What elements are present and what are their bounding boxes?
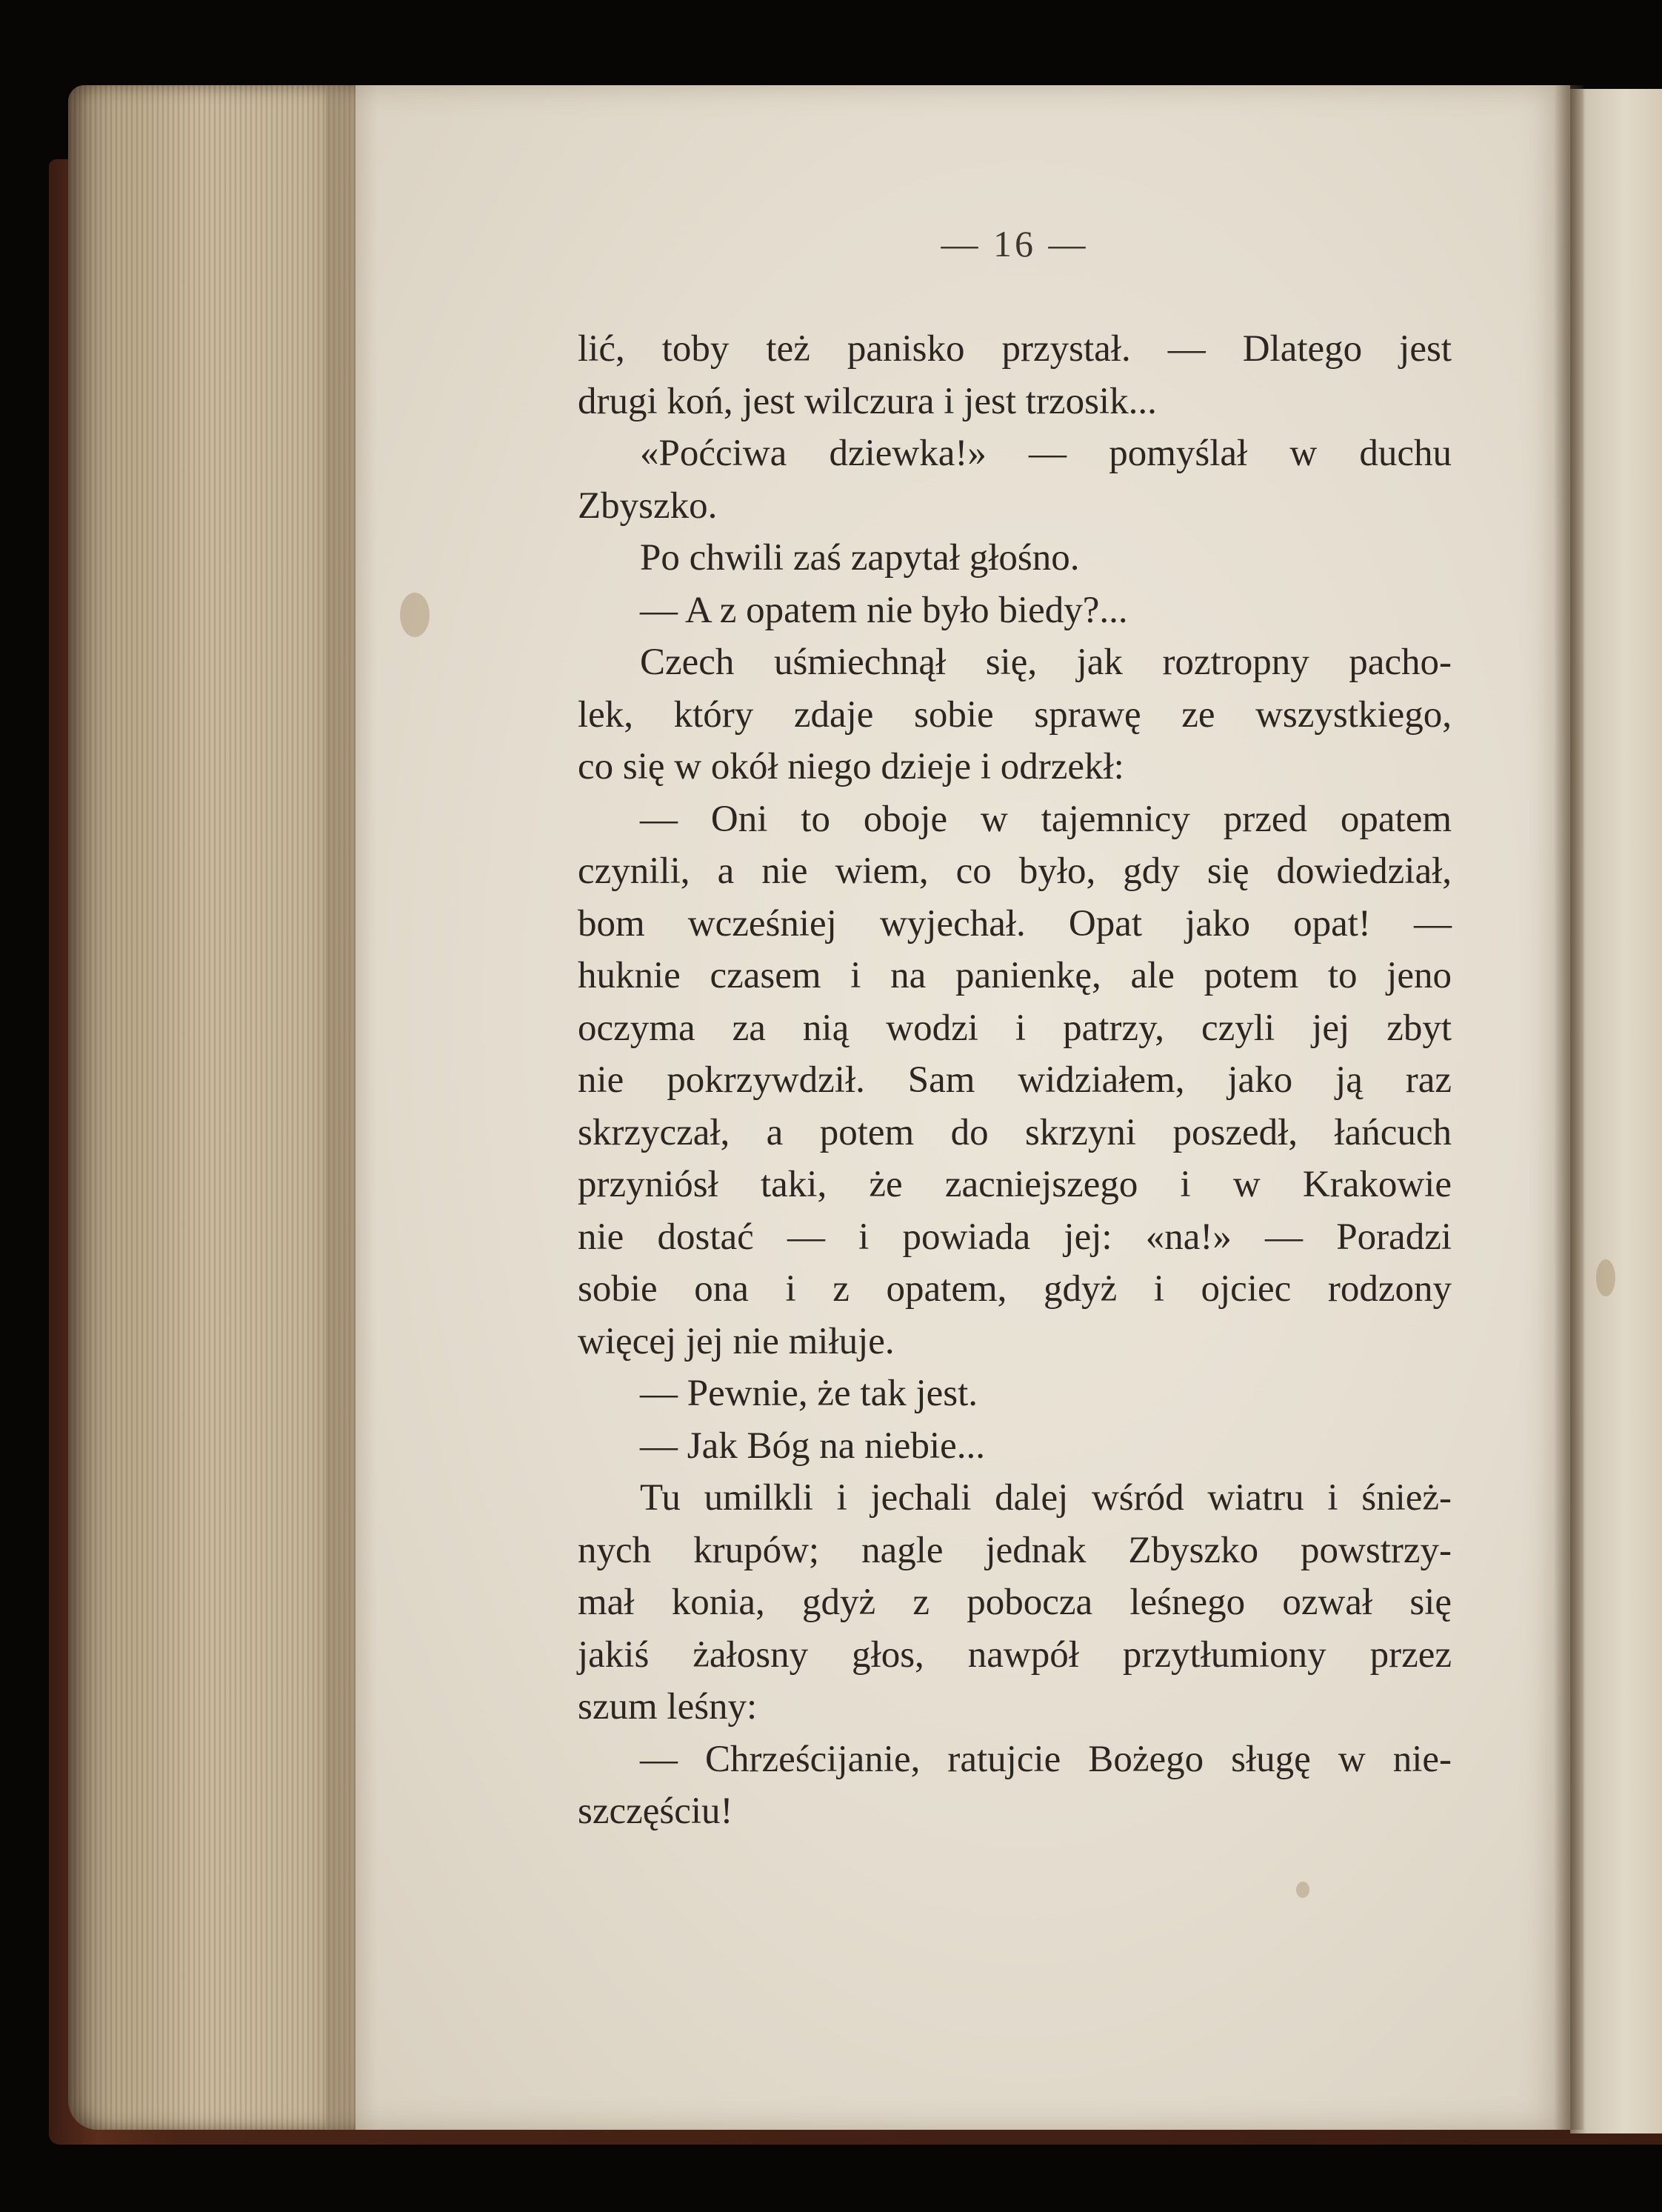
stain xyxy=(1296,1882,1309,1898)
text-line: nych krupów; nagle jednak Zbyszko powstrzy- xyxy=(578,1529,1452,1571)
text-line: co się w okół niego dzieje i odrzekł: xyxy=(578,746,1124,787)
page-text xyxy=(578,323,1452,1838)
text-line: sobie ona i z opatem, gdyż i ojciec rodzony xyxy=(578,1268,1452,1310)
text-line: «Poćciwa dziewka!» — pomyślał w duchu xyxy=(640,433,1452,474)
text-line: szczęściu! xyxy=(578,1790,733,1832)
text-line: przyniósł taki, że zacniejszego i w Krakowie xyxy=(578,1164,1452,1205)
text-line: mał konia, gdyż z pobocza leśnego ozwał się xyxy=(578,1582,1452,1623)
text-line: lić, toby też panisko przystał. — Dlatego jest xyxy=(578,328,1452,370)
text-line: bom wcześniej wyjechał. Opat jako opat! — xyxy=(578,902,1452,945)
text-line: — Jak Bóg na niebie... xyxy=(640,1425,985,1467)
stain xyxy=(1596,1259,1615,1296)
text-line: — A z opatem nie było biedy?... xyxy=(640,589,1128,631)
text-line: huknie czasem i na panienkę, ale potem to jeno xyxy=(578,955,1452,996)
facing-page-edge xyxy=(1570,89,1662,2133)
text-line: jakiś żałosny głos, nawpół przytłumiony przez xyxy=(578,1633,1452,1676)
text-line: nie pokrzywdził. Sam widziałem, jako ją raz xyxy=(578,1059,1452,1101)
text-line: — Oni to oboje w tajemnicy przed opatem xyxy=(640,798,1452,840)
page-number: — 16 — xyxy=(941,223,1089,264)
text-line: — Pewnie, że tak jest. xyxy=(640,1373,978,1414)
stain xyxy=(400,593,430,637)
page-edges xyxy=(68,85,364,2130)
text-line: drugi koń, jest wilczura i jest trzosik... xyxy=(578,380,1157,422)
text-line: więcej jej nie miłuje. xyxy=(578,1320,895,1362)
text-line: Czech uśmiechnął się, jak roztropny pacho- xyxy=(640,642,1452,683)
text-line: lek, który zdaje sobie sprawę ze wszystkiego, xyxy=(578,693,1452,736)
text-line: Po chwili zaś zapytał głośno. xyxy=(640,537,1080,579)
text-line: czynili, a nie wiem, co było, gdy się dowiedział, xyxy=(578,850,1452,892)
text-line: szum leśny: xyxy=(578,1686,758,1728)
text-line: skrzyczał, a potem do skrzyni poszedł, łańcuch xyxy=(578,1111,1452,1153)
text-line: — Chrześcijanie, ratujcie Bożego sługę w nie- xyxy=(640,1738,1452,1780)
text-line: oczyma za nią wodzi i patrzy, czyli jej zbyt xyxy=(578,1007,1452,1049)
page-gutter xyxy=(1554,85,1583,2130)
text-line: Zbyszko. xyxy=(578,484,718,527)
text-line: Tu umilkli i jechali dalej wśród wiatru i śnież- xyxy=(640,1477,1452,1519)
edge-shadow xyxy=(326,85,378,2130)
text-line: nie dostać — i powiada jej: «na!» — Poradzi xyxy=(578,1216,1452,1258)
